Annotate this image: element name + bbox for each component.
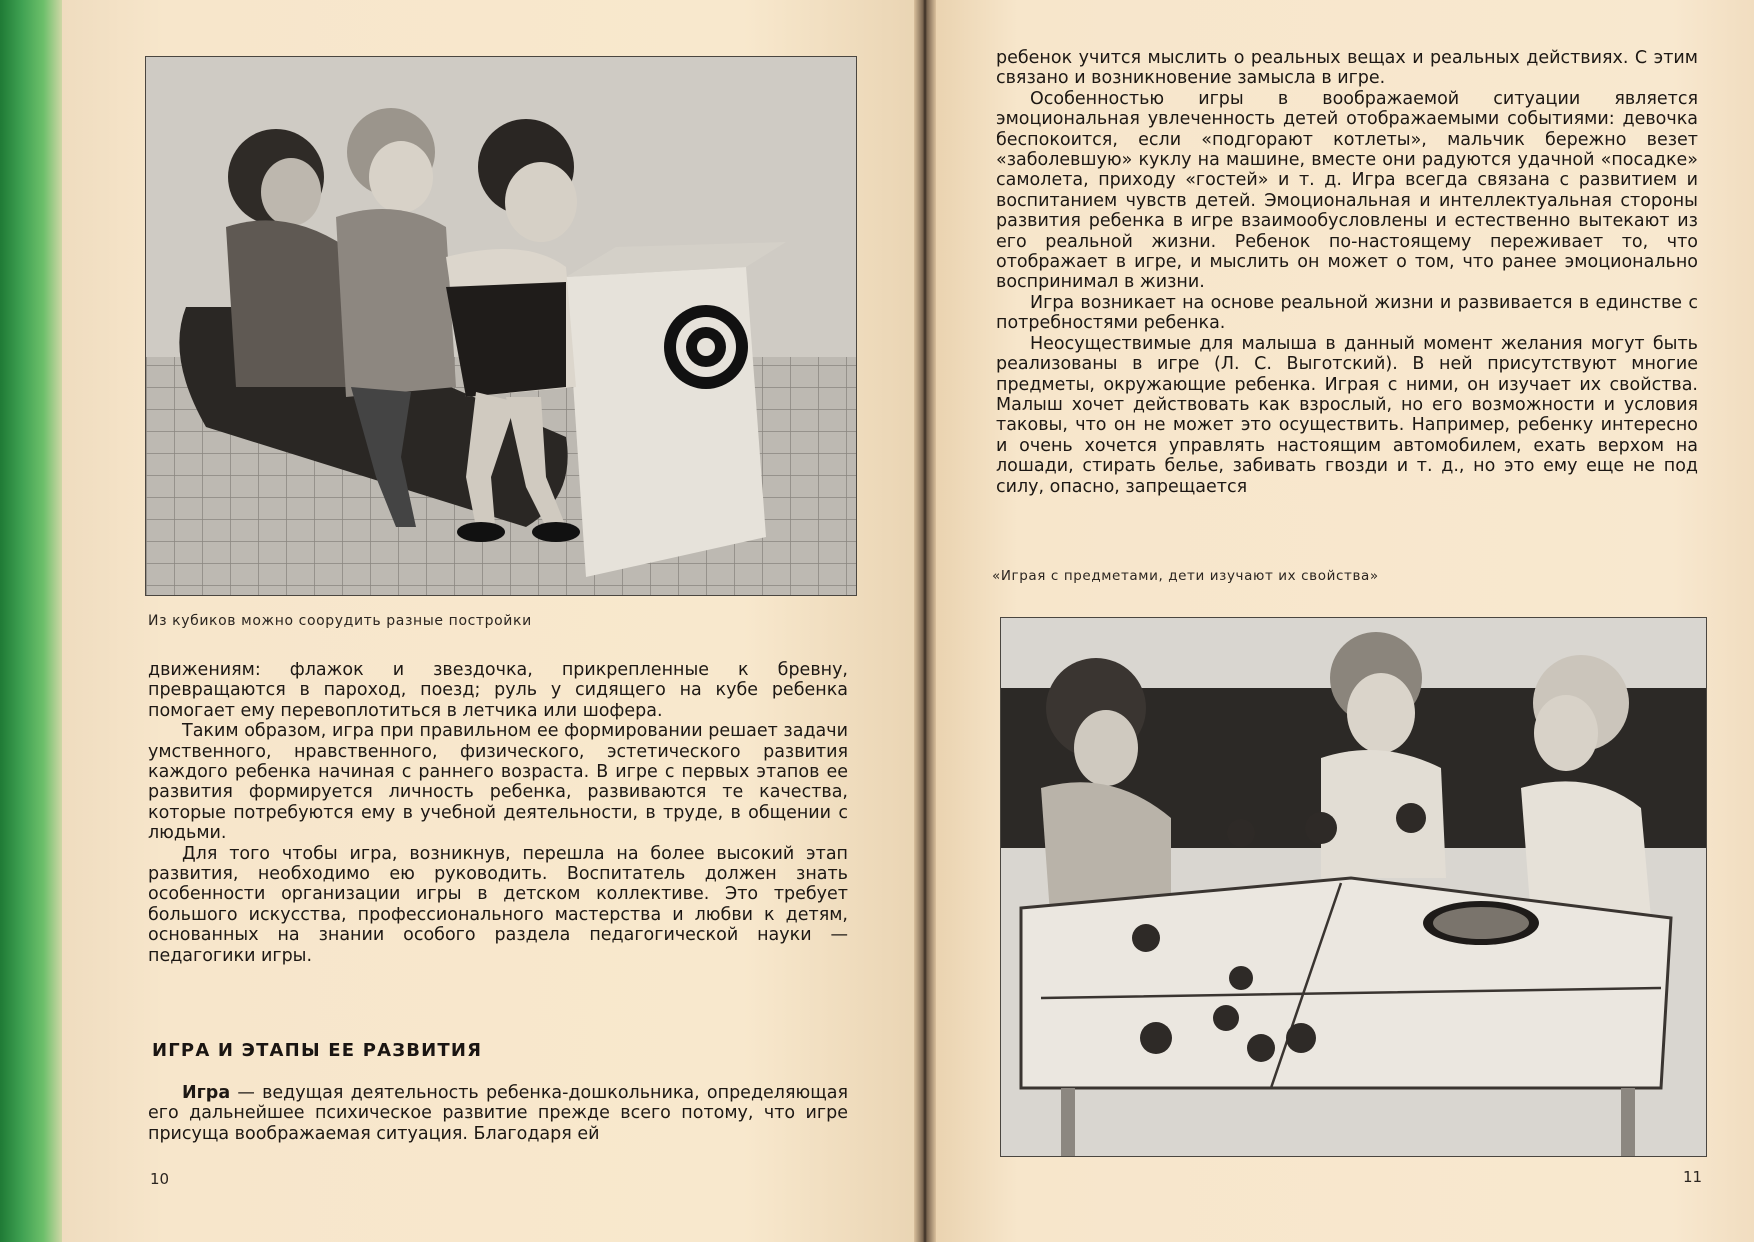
right-body-text (996, 48, 1698, 497)
right-photo (1000, 617, 1707, 1157)
page-number-right: 11 (1683, 1168, 1703, 1186)
paragraph: Игра возникает на основе реальной жизни и развивается в единстве с потребностями ребенка. (996, 292, 1698, 334)
paragraph: Неосуществимые для малыша в данный момент желания могут быть реализованы в игре (Л. С. Выготский). В ней присутствуют многие предметы, окружающие ребенка. Играя с ними, он изучает их свойства. Малыш хочет действовать как взрослый, но его возможности и условия таковы, что он не может это осуществить. Например, ребенку интересно и очень хочется управлять настоящим автомобилем, ехать верхом на лошади, стирать белье, забивать гвозди и т. д., но это ему еще не под силу, опасно, запрещается (996, 333, 1698, 497)
paragraph: Таким образом, игра при правильном ее формировании решает задачи умственного, нравственного, физического, эстетического развития каждого ребенка начиная с раннего возраста. В игре с первых этапов ее развития формируется личность ребенка, развиваются те качества, которые потребуются ему в учебной деятельности, в труде, в общении с людьми. (148, 721, 848, 844)
paragraph: движениям: флажок и звездочка, прикрепленные к бревну, превращаются в пароход, поезд; руль у сидящего на кубе ребенка помогает ему перевоплотиться в летчика или шофера. (148, 660, 848, 721)
lead-rest: — ведущая деятельность ребенка-дошкольника, определяющая его дальнейшее психическое развитие прежде всего потому, что игре присуща воображаемая ситуация. Благодаря ей (148, 1083, 848, 1144)
left-photo (145, 56, 857, 596)
children-at-table-illustration (1001, 618, 1706, 1156)
section-heading: ИГРА И ЭТАПЫ ЕЕ РАЗВИТИЯ (152, 1040, 483, 1061)
page-number-left: 10 (150, 1170, 170, 1188)
left-photo-caption: Из кубиков можно соорудить разные постройки (148, 613, 532, 629)
lead-bold-term: Игра (182, 1083, 231, 1103)
right-photo-caption: «Играя с предметами, дети изучают их свойства» (992, 568, 1379, 584)
children-on-log-illustration (146, 57, 856, 595)
book-spine (914, 0, 936, 1242)
left-body-text (148, 660, 848, 966)
paragraph: ребенок учится мыслить о реальных вещах и реальных действиях. С этим связано и возникновение замысла в игре. (996, 48, 1698, 89)
left-lead-paragraph (148, 1083, 848, 1144)
book-cover-edge (0, 0, 62, 1242)
paragraph: Для того чтобы игра, возникнув, перешла на более высокий этап развития, необходимо ею руководить. Воспитатель должен знать особенности организации игры в детском коллективе. Это требует большого искусства, профессионального мастерства и любви к детям, основанных на знании особого раздела педагогической науки — педагогики игры. (148, 843, 848, 966)
paragraph: Особенностью игры в воображаемой ситуации является эмоциональная увлеченность детей отображаемыми событиями: девочка беспокоится, если «подгорают котлеты», мальчик бережно везет «заболевшую» куклу на машине, вместе они радуются удачной «посадке» самолета, приходу «гостей» и т. д. Игра всегда связана с развитием и воспитанием чувств детей. Эмоциональная и интеллектуальная стороны развития ребенка в игре взаимообусловлены и естественно вытекают из его реальной жизни. Ребенок по-настоящему переживает то, что отображает в игре, и мыслить он может о том, что ранее эмоционально воспринимал в жизни. (996, 88, 1698, 293)
